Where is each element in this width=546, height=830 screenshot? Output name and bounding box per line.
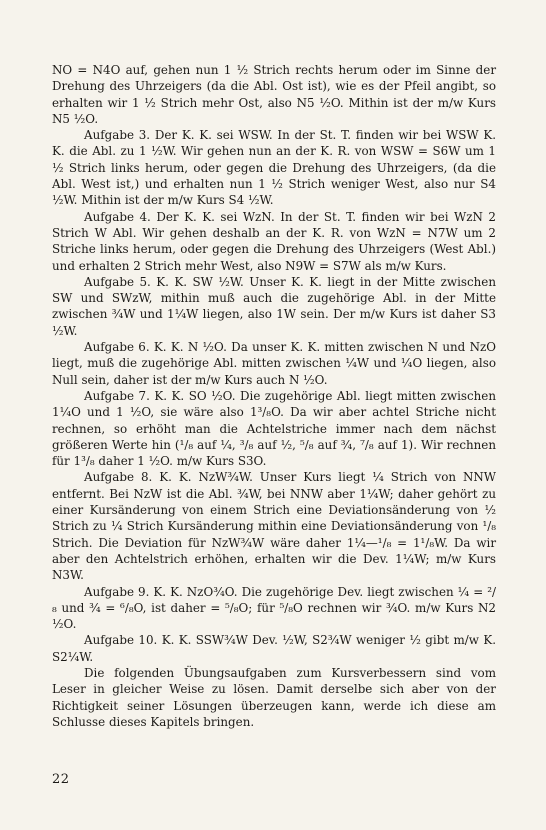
page-number: 22 [52,772,70,787]
paragraph-aufgabe-3: Aufgabe 3. Der K. K. sei WSW. In der St. T. finden wir bei WSW K. K. die Abl. zu 1 ½W. Wir gehen nun an der K. R. von WSW = S6W um 1 ½ Strich links herum, oder gegen die Drehung des Uhrzeigers, (da die Abl. West ist,) und erhalten nun 1 ½ Strich weniger West, also nur S4 ½W. Mithin ist der m/w Kurs S4 ½W. [52,128,496,208]
paragraph-aufgabe-8: Aufgabe 8. K. K. NzW¾W. Unser Kurs liegt ¼ Strich von NNW entfernt. Bei NzW ist die Abl. ¾W, bei NNW aber 1¼W; daher gehört zu einer Kursänderung von einem Strich eine Deviationsänderung von ½ Strich zu ¼ Strich Kursänderung mithin eine Deviationsänderung von ¹/₈ Strich. Die Deviation für NzW¾W wäre daher 1¼—¹/₈ = 1¹/₈W. Da wir aber den Achtelstrich erhöhen, erhalten wir die Dev. 1¼W; m/w Kurs N3W. [52,470,496,583]
paragraph-aufgabe-5: Aufgabe 5. K. K. SW ½W. Unser K. K. liegt in der Mitte zwischen SW und SWzW, mithin muß auch die zugehörige Abl. in der Mitte zwischen ¾W und 1¼W liegen, also 1W sein. Der m/w Kurs ist daher S3 ½W. [52,274,496,338]
body-text [52,62,496,730]
paragraph-aufgabe-7: Aufgabe 7. K. K. SO ½O. Die zugehörige Abl. liegt mitten zwischen 1¼O und 1 ½O, sie wäre also 1³/₈O. Da wir aber achtel Striche nicht rechnen, so erhöht man die Achtelstriche immer nach dem nächst größeren Werte hin (¹/₈ auf ¼, ³/₈ auf ½, ⁵/₈ auf ¾, ⁷/₈ auf 1). Wir rechnen für 1³/₈ daher 1 ½O. m/w Kurs S3O. [52,388,496,469]
paragraph-aufgabe-4: Aufgabe 4. Der K. K. sei WzN. In der St. T. finden wir bei WzN 2 Strich W Abl. Wir gehen deshalb an der K. R. von WzN = N7W um 2 Striche links herum, oder gegen die Drehung des Uhrzeigers (West Abl.) und erhalten 2 Strich mehr West, also N9W = S7W als m/w Kurs. [52,209,496,273]
paragraph-aufgabe-6: Aufgabe 6. K. K. N ½O. Da unser K. K. mitten zwischen N und NzO liegt, muß die zugehörige Abl. mitten zwischen ¼W und ¼O liegen, also Null sein, daher ist der m/w Kurs auch N ½O. [52,340,496,387]
paragraph-aufgabe-9: Aufgabe 9. K. K. NzO¾O. Die zugehörige Dev. liegt zwischen ¼ = ²/₈ und ¾ = ⁶/₈O, ist daher = ⁵/₈O; für ⁵/₈O rechnen wir ¾O. m/w Kurs N2 ½O. [52,584,496,632]
paragraph-continuation: NO = N4O auf, gehen nun 1 ½ Strich rechts herum oder im Sinne der Drehung des Uhrzeigers (da die Abl. Ost ist), wie es der Pfeil angibt, so erhalten wir 1 ½ Strich mehr Ost, also N5 ½O. Mithin ist der m/w Kurs N5 ½O. [52,63,496,126]
paragraph-exercises-note: Die folgenden Übungsaufgaben zum Kursverbessern sind vom Leser in gleicher Weise zu lösen. Damit derselbe sich aber von der Richtigkeit seiner Lösungen überzeugen kann, werde ich diese am Schlusse dieses Kapitels bringen. [52,665,496,729]
paragraph-aufgabe-10: Aufgabe 10. K. K. SSW¾W Dev. ½W, S2¾W weniger ½ gibt m/w K. S2¼W. [52,633,496,664]
